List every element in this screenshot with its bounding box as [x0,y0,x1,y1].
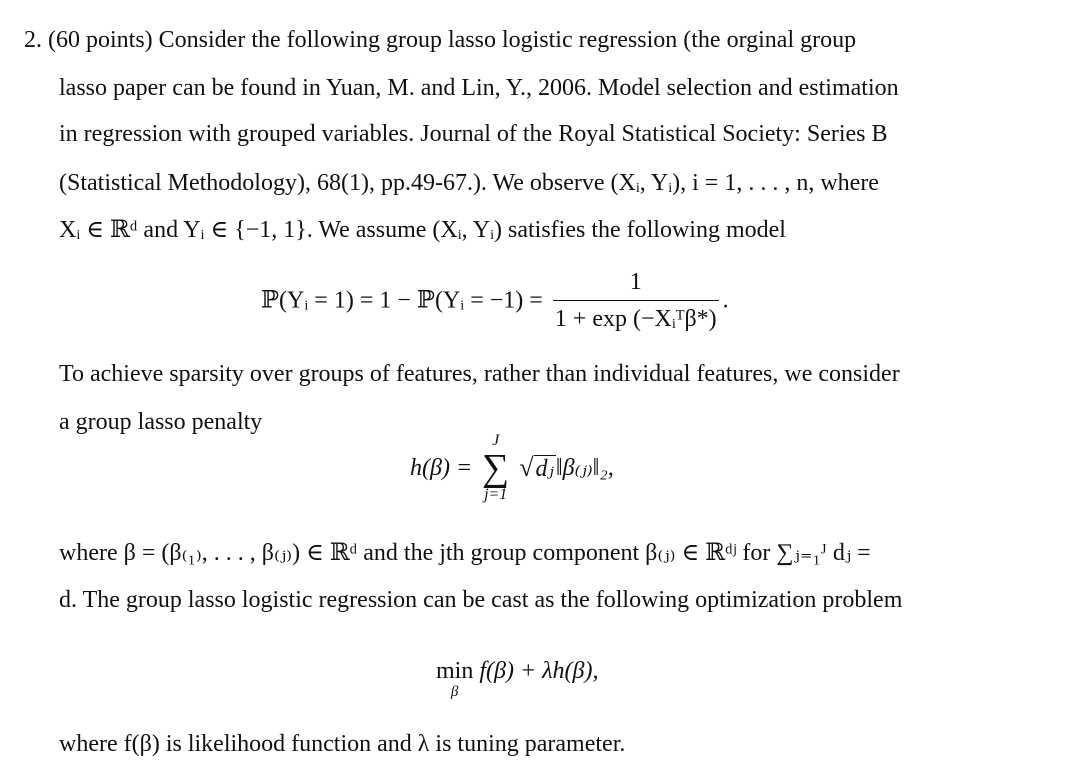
problem-text-line-5: Xᵢ ∈ ℝᵈ and Yᵢ ∈ {−1, 1}. We assume (Xᵢ, Yᵢ) satisfies the following model [59,217,786,243]
summation-operator [482,432,509,504]
problem-text-line-1: (60 points) Consider the following group lasso logistic regression (the orginal group [48,27,857,53]
square-root-body: dⱼ [535,455,554,482]
problem-text-line-2: lasso paper can be found in Yuan, M. and Lin, Y., 2006. Model selection and estimation [59,75,899,101]
problem-number: 2. [24,27,42,53]
summation-upper-limit: J [492,432,500,449]
summation-lower-limit: j=1 [484,486,508,503]
model-equation [261,268,729,333]
summation-sigma-icon: ∑ [482,447,510,489]
model-equation-lhs: ℙ(Yᵢ = 1) = 1 − ℙ(Yᵢ = −1) = [261,287,543,314]
optimization-equation [436,657,598,699]
model-equation-denominator: 1 + exp (−Xᵢᵀβ*) [553,300,719,333]
problem-text-line-9: d. The group lasso logistic regression can be cast as the following optimization problem [59,587,903,613]
min-operator-label: min [436,658,474,684]
problem-text-line-7: a group lasso penalty [59,409,263,435]
model-equation-fraction [553,268,719,333]
problem-text-line-10: where f(β) is likelihood function and λ is tuning parameter. [59,731,626,757]
problem-text-line-6: To achieve sparsity over groups of features, rather than individual features, we consider [59,361,900,387]
min-operator [436,657,473,699]
problem-text-line-4: (Statistical Methodology), 68(1), pp.49-67.). We observe (Xᵢ, Yᵢ), i = 1, . . . , n, where [59,170,879,196]
problem-text-line-8: where β = (β₍₁₎, . . . , β₍ⱼ₎) ∈ ℝᵈ and the jth group component β₍ⱼ₎ ∈ ℝᵈʲ for ∑ⱼ₌₁ᴶ dⱼ = [59,540,871,566]
model-equation-period: . [722,287,729,314]
penalty-equation [410,432,614,504]
optimization-objective: f(β) + λh(β), [479,658,599,684]
penalty-equation-rhs: ‖β₍ⱼ₎‖₂, [555,455,614,481]
penalty-equation-lhs: h(β) = [410,455,473,481]
min-operator-subscript: β [450,684,459,700]
model-equation-numerator: 1 [629,269,642,295]
square-root [519,454,556,483]
radical-sign-icon: √ [519,452,534,482]
problem-text-line-3: in regression with grouped variables. Journal of the Royal Statistical Society: Series B [59,121,888,147]
problem-header-line [24,26,856,54]
